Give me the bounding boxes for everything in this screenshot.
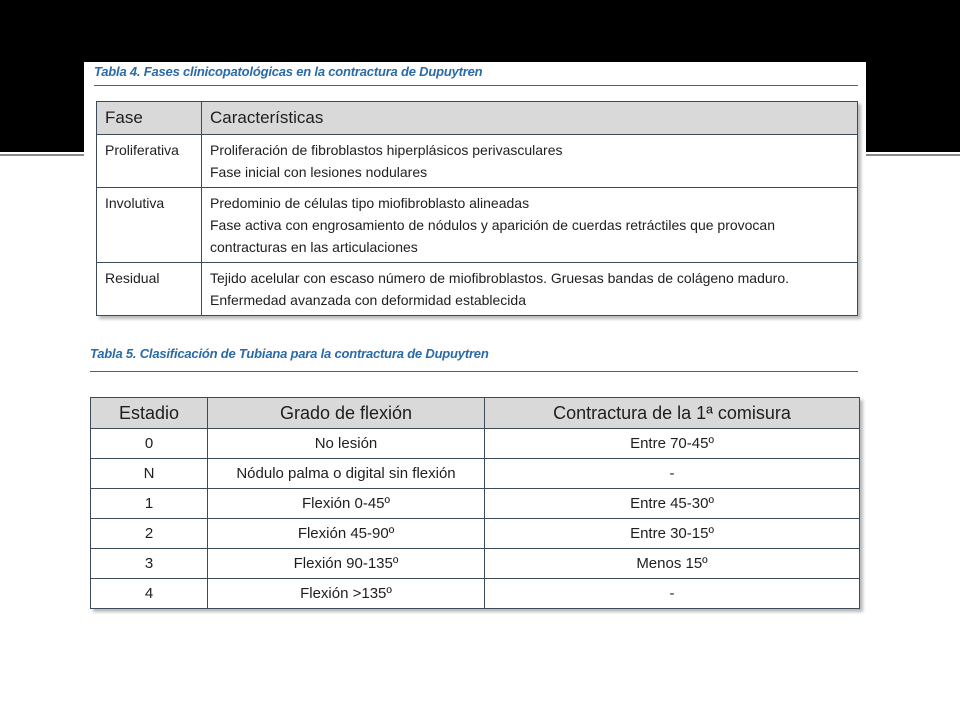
estadio-cell: 3 [91,549,208,579]
contractura-cell: Entre 70-45º [485,429,860,459]
flexion-cell: Flexión 90-135º [208,549,485,579]
slide-rule-right [866,154,960,156]
estadio-cell: 4 [91,579,208,609]
description-line: contracturas en las articulaciones [210,239,418,255]
header-caracteristicas: Características [202,102,858,135]
description-line: Predominio de células tipo miofibroblasto alineadas [210,195,530,211]
phases-table [96,101,858,316]
table-row [97,263,858,316]
table5-caption: Tabla 5. Clasificación de Tubiana para la contractura de Dupuytren [90,346,489,361]
table5-caption-rule [90,371,858,372]
estadio-cell: 1 [91,489,208,519]
phase-name: Proliferativa [97,135,202,188]
contractura-cell: Entre 45-30º [485,489,860,519]
contractura-cell: - [485,459,860,489]
phase-name: Involutiva [97,188,202,263]
description-line: Enfermedad avanzada con deformidad establecida [210,292,526,308]
flexion-cell: Flexión 45-90º [208,519,485,549]
contractura-cell: Menos 15º [485,549,860,579]
description-line: Tejido acelular con escaso número de miofibroblastos. Gruesas bandas de colágeno maduro. [210,270,790,286]
estadio-cell: N [91,459,208,489]
tubiana-table [90,397,860,609]
phase-description [202,263,858,316]
flexion-cell: Nódulo palma o digital sin flexión [208,459,485,489]
estadio-cell: 2 [91,519,208,549]
table-row [91,579,860,609]
header-fase: Fase [97,102,202,135]
table4-caption: Tabla 4. Fases clinicopatológicas en la contractura de Dupuytren [94,64,483,79]
table-header-row [97,102,858,135]
table-row [91,519,860,549]
phase-name: Residual [97,263,202,316]
header-estadio: Estadio [91,398,208,429]
phase-description [202,188,858,263]
flexion-cell: No lesión [208,429,485,459]
table4-caption-rule [94,85,858,86]
table-header-row [91,398,860,429]
table-row [97,188,858,263]
description-line: Fase inicial con lesiones nodulares [210,164,428,180]
contractura-cell: - [485,579,860,609]
contractura-cell: Entre 30-15º [485,519,860,549]
estadio-cell: 0 [91,429,208,459]
table-row [91,549,860,579]
description-line: Proliferación de fibroblastos hiperplásicos perivasculares [210,142,563,158]
table-row [91,489,860,519]
table-row [97,135,858,188]
header-contractura: Contractura de la 1ª comisura [485,398,860,429]
table-row [91,459,860,489]
flexion-cell: Flexión 0-45º [208,489,485,519]
table-row [91,429,860,459]
phase-description [202,135,858,188]
description-line: Fase activa con engrosamiento de nódulos y aparición de cuerdas retráctiles que provocan [210,217,775,233]
header-grado-flexion: Grado de flexión [208,398,485,429]
flexion-cell: Flexión >135º [208,579,485,609]
slide-rule-left [0,154,84,156]
